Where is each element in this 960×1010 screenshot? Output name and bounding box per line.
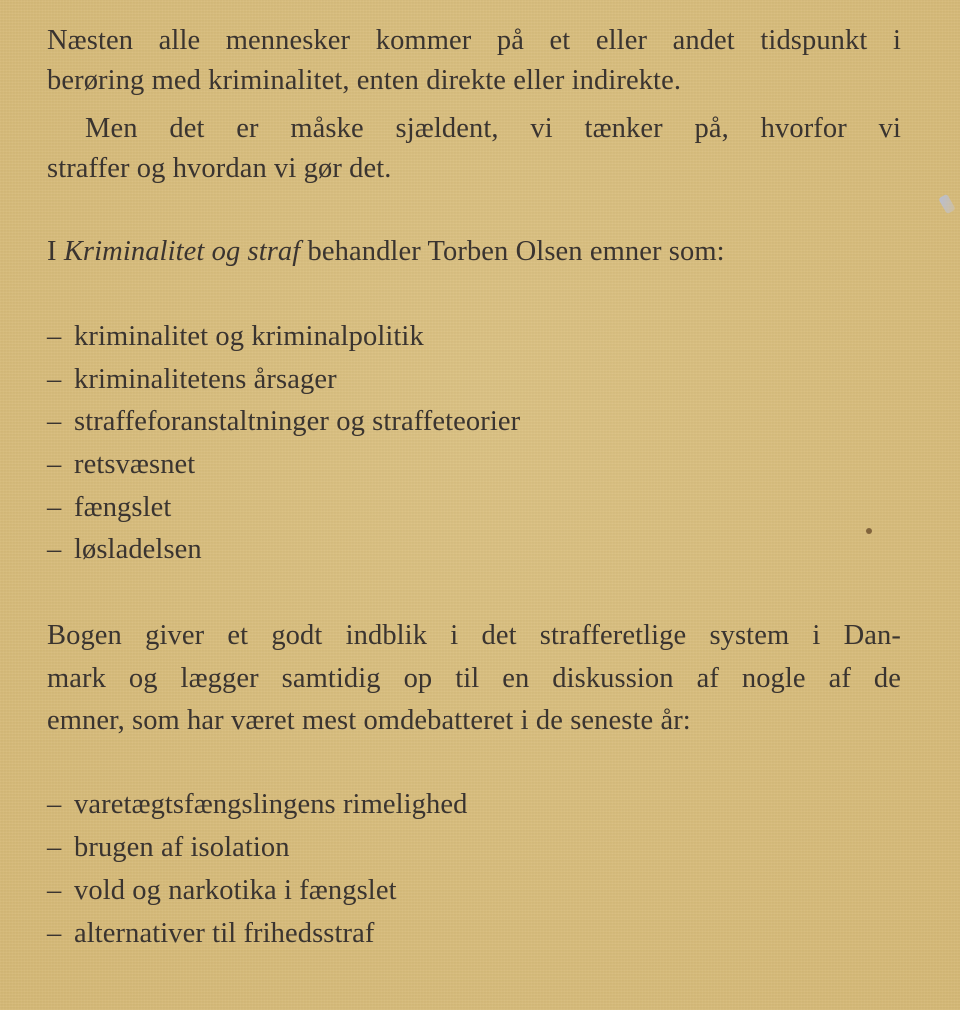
dash: – [47,832,62,863]
dash: – [47,789,62,820]
list-item-text: varetægtsfængslingens rimelighed [74,789,468,820]
dash: – [47,449,62,480]
list-item [47,533,202,567]
dash: – [47,918,62,949]
list-item-text: fængslet [74,492,172,523]
list-item [47,320,424,354]
dash: – [47,364,62,395]
list-item-text: alternativer til frihedsstraf [74,918,375,949]
list-item [47,831,290,865]
list-item-text: kriminalitetens årsager [74,364,337,395]
list-item [47,363,337,397]
dash: – [47,492,62,523]
list-item-text: vold og narkotika i fængslet [74,875,397,906]
dash: – [47,406,62,437]
intro-line-1: Næsten alle mennesker kommer på et eller andet tidspunkt i [47,25,901,56]
paper-spot-mark [866,528,872,534]
list-item [47,491,171,525]
list-item [47,788,467,822]
dash: – [47,875,62,906]
list-item-text: løsladelsen [74,534,202,565]
list-item [47,917,374,951]
intro-line-3: Men det er måske sjældent, vi tænker på, hvorfor vi [85,113,901,144]
list-item-text: brugen af isolation [74,832,290,863]
intro-line-2: berøring med kriminalitet, enten direkte eller indirekte. [47,65,682,96]
intro-line-4: straffer og hvordan vi gør det. [47,153,392,184]
topics-intro-suffix: behandler Torben Olsen emner som: [300,236,725,267]
list-item-text: straffeforanstaltninger og straffeteorier [74,406,521,437]
topics-intro-prefix: I [47,236,64,267]
list-item-text: kriminalitet og kriminalpolitik [74,321,424,352]
list-item-text: retsvæsnet [74,449,196,480]
topics-intro [47,235,725,269]
dash: – [47,534,62,565]
paper-scratch-mark [938,194,956,215]
debate-intro-line-3: emner, som har været mest omdebatteret i de seneste år: [47,705,691,736]
debate-intro-line-1: Bogen giver et godt indblik i det strafferetlige system i Dan- [47,620,901,651]
debate-intro-line-2: mark og lægger samtidig op til en diskussion af nogle af de [47,663,901,694]
list-item [47,448,195,482]
dash: – [47,321,62,352]
list-item [47,405,520,439]
list-item [47,874,397,908]
book-title: Kriminalitet og straf [63,236,301,267]
